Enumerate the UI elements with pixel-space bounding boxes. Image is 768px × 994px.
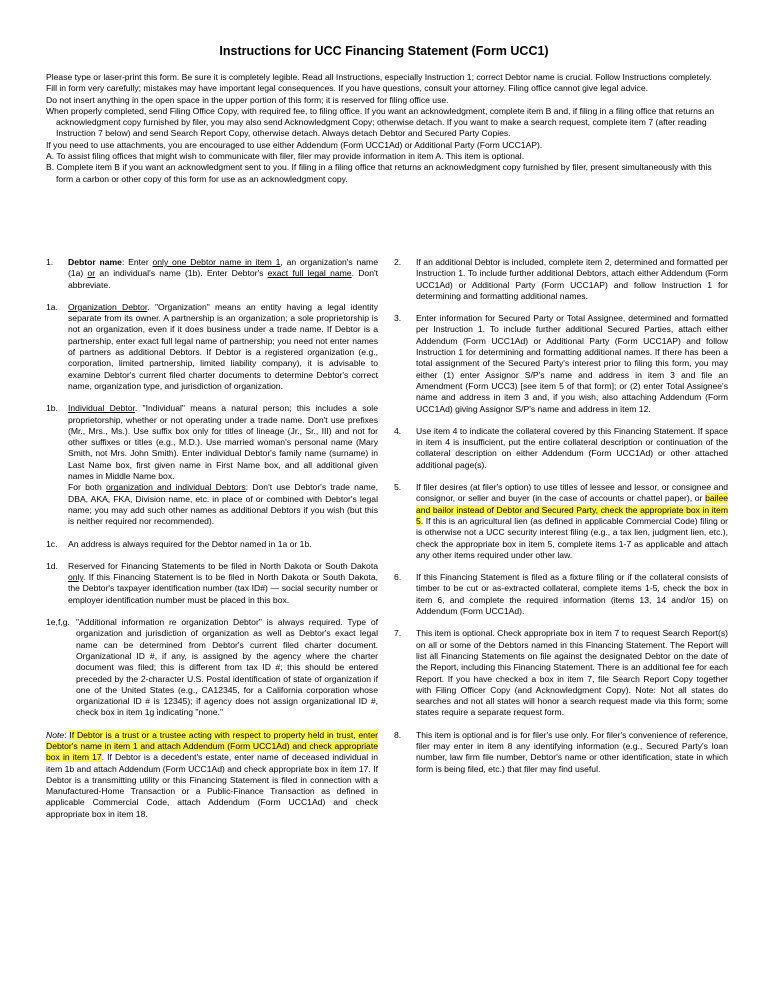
item-number: 1d.: [46, 560, 58, 571]
intro-paragraph: Fill in form very carefully; mistakes may have important legal consequences. If you have questions, consult your attorney. Filing office cannot give legal advice.: [46, 83, 649, 94]
item-number: 1a.: [46, 301, 58, 312]
item-number: 2.: [394, 257, 402, 267]
debtor-note: Note: If Debtor is a trust or a trustee acting with respect to property held in trust, enter Debtor's name in item 1 and attach Addendum (Form UCC1Ad) and check appropriate box in item 17. If Debtor is a decedent's estate, enter name of deceased individual in item 1b and attach Addendum (Form UCC1Ad) and check appropriate box in item 17. If Debtor is a transmitting utility or this Financing Statement is filed in connection with a Manufactured-Home Transaction or a Public-Finance Transaction as defined in applicable Commercial Code, attach Addendum (Form UCC1Ad) and check appropriate box in item 18.: [46, 729, 378, 819]
intro-paragraph: When properly completed, send Filing Office Copy, with required fee, to filing office. If you want an acknowledgment, complete item B and, if filing in a filing office that returns an acknowledgment copy furnished by filer, you may also send Acknowledgment Copy; otherwise detach. If you want to make a search request, complete item 7 (after reading Instruction 7 below) and send Search Report Copy, otherwise detach. Always detach Debtor and Secured Party Copies.: [46, 105, 715, 139]
instruction-3: 3. Enter information for Secured Party or Total Assignee, determined and formatted per Instruction 1. To include further additional Secured Parties, attach either Addendum (Form UCC1Ad) or Additional Party (Form UCC1AP) and follow Instruction 1 for determining and formatting additional names. If there has been a total assignment of the Secured Party's interest prior to filing this form, you may either (1) enter Assignor S/P's name and address in item 3 and file an Amendment (Form UCC3) [see item 5 of that form]; or (2) enter Total Assignee's name and address in item 3 and, if you wish, also attaching Addendum (Form UCC1Ad) giving Assignor S/P's name and address in item 12.: [394, 313, 728, 414]
intro-section: [46, 72, 728, 185]
instructions-left-column: [46, 257, 378, 820]
item-number: 1.: [46, 257, 54, 267]
item-number: 5.: [394, 482, 402, 493]
instruction-1a: 1a. Organization Debtor. "Organization" means an entity having a legal identity separate from its owner. A partnership is an organization; a sole proprietorship is not an organization, even if it does business under a trade name. If Debtor is a partnership, enter exact full legal name of partnership; you need not enter names of partners as additional Debtors. If Debtor is a registered organization (e.g., corporation, limited partnership, limited liability company), it is advisable to examine Debtor's current filed charter documents to determine Debtor's correct name, organization type, and jurisdiction of organization.: [46, 301, 378, 391]
instruction-1efg: 1e,f,g. "Additional information re organization Debtor" is always required. Type of organization and jurisdiction of organization as well as Debtor's exact legal name can be determined from Debtor's current filed charter document. Organizational ID #, if any, is assigned by the agency where the charter document was filed; this is different from tax ID #; this should be entered preceded by the 2-character U.S. Postal identification of state of organization if one of the United States (e.g., CA12345, for a California corporation whose organizational ID # is 12345); if agency does not assign organizational ID #, check box in item 1g indicating "none.": [46, 617, 378, 718]
item-number: 4.: [394, 425, 402, 436]
item-number: 7.: [394, 628, 402, 639]
item-number: 3.: [394, 313, 402, 324]
instruction-8: 8. This item is optional and is for filer's use only. For filer's convenience of reference, filer may enter in item 8 any identifying information (e.g., Secured Party's loan number, law firm file number, Debtor's name or other identification, state in which form is being filed, etc.) that filer may find useful.: [394, 729, 728, 774]
instructions-right-column: [394, 257, 728, 775]
item-number: 1b.: [46, 403, 58, 414]
instruction-6: 6. If this Financing Statement is filed as a fixture filing or if the collateral consists of timber to be cut or as-extracted collateral, complete items 1-5, check the box in item 6, and complete the required information (items 13, 14 and/or 15) on Addendum (Form UCC1Ad).: [394, 572, 728, 617]
highlighted-text: If Debtor is a trust or a trustee acting with respect to property held in trust, enter Debtor's name in item 1 and attach Addendum (Form UCC1Ad) and check appropriate box in item 17: [46, 729, 378, 763]
highlighted-text: bailee and bailor instead of Debtor and Secured Party, check the appropriate box in item 5: [416, 493, 728, 526]
page-title: Instructions for UCC Financing Statement (Form UCC1): [219, 44, 549, 58]
item-number: 1c.: [46, 538, 58, 549]
intro-paragraph: B. Complete item B if you want an acknowledgment sent to you. If filing in a filing office that returns an acknowledgment copy furnished by filer, present simultaneously with this form a carbon or other copy of this form for use as an acknowledgment copy.: [46, 162, 712, 184]
instruction-1b: 1b. Individual Debtor. "Individual" means a natural person; this includes a sole proprietorship, whether or not operating under a trade name. Don't use prefixes (Mr., Mrs., Ms.). Use suffix box only for titles of lineage (Jr., Sr., III) and not for other suffixes or titles (e.g., M.D.). Use married woman's personal name (Mary Smith, not Mrs. John Smith). Enter individual Debtor's family name (surname) in Last Name box, first given name in First Name box, and all additional given names in Middle Name box. For both organization and individual Debtors: Don't use Debtor's trade name, DBA, AKA, FKA, Division name, etc. in place of or combined with Debtor's legal name; you may add such other names as additional Debtors if you wish (but this is neither required nor recommended).: [46, 403, 378, 527]
intro-paragraph: If you need to use attachments, you are encouraged to use either Addendum (Form UCC1Ad) or Additional Party (Form UCC1AP).: [46, 139, 543, 150]
instruction-4: 4. Use item 4 to indicate the collateral covered by this Financing Statement. If space in item 4 is insufficient, put the entire collateral description or continuation of the collateral description on either Addendum (Form UCC1Ad) or other attached additional page(s).: [394, 425, 728, 470]
item-number: 8.: [394, 729, 402, 740]
instruction-1c: 1c. An address is always required for the Debtor named in 1a or 1b.: [46, 538, 312, 549]
instruction-7: 7. This item is optional. Check appropriate box in item 7 to request Search Report(s) on all or some of the Debtors named in this Financing Statement. The Report will list all Financing Statements on file against the designated Debtor on the date of the Report, including this Financing Statement. There is an additional fee for each Report. If you have checked a box in item 7, file Search Report Copy together with Filing Officer Copy (and Acknowledgment Copy). Note: Not all states do searches and not all states will honor a search request made via this form; some states require a separate request form.: [394, 628, 728, 718]
instruction-2: 2. If an additional Debtor is included, complete item 2, determined and formatted per Instruction 1. To include further additional Debtors, attach either Addendum (Form UCC1Ad) or Additional Party (Form UCC1AP) and follow Instruction 1 for determining and formatting additional names.: [394, 257, 728, 301]
intro-paragraph: Please type or laser-print this form. Be sure it is completely legible. Read all Instructions, especially Instruction 1; correct Debtor name is crucial. Follow Instructions completely.: [46, 72, 712, 82]
instruction-1d: 1d. Reserved for Financing Statements to be filed in North Dakota or South Dakota only. If this Financing Statement is to be filed in North Dakota or South Dakota, the Debtor's taxpayer identification number (tax ID#) — social security number or employer identification number must be placed in this box.: [46, 560, 378, 605]
intro-paragraph: A. To assist filing offices that might wish to communicate with filer, filer may provide information in item A. This item is optional.: [46, 151, 525, 162]
instruction-5: 5. If filer desires (at filer's option) to use titles of lessee and lessor, or consignee and consignor, or seller and buyer (in the case of accounts or chattel paper), or bailee and bailor instead of Debtor and Secured Party, check the appropriate box in item 5. If this is an agricultural lien (as defined in applicable Commercial Code) filing or is otherwise not a UCC security interest filing (e.g., a tax lien, judgment lien, etc.), check the appropriate box in item 5, complete items 1-7 as applicable and attach any other items required under other law.: [394, 482, 728, 560]
instruction-1: 1. Debtor name: Enter only one Debtor name in item 1, an organization's name (1a) or an individual's name (1b). Enter Debtor's exact full legal name. Don't abbreviate.: [46, 257, 379, 290]
intro-paragraph: Do not insert anything in the open space in the upper portion of this form; it is reserved for filing office use.: [46, 94, 449, 105]
item-number: 1e,f,g.: [46, 617, 70, 628]
item-number: 6.: [394, 572, 402, 583]
